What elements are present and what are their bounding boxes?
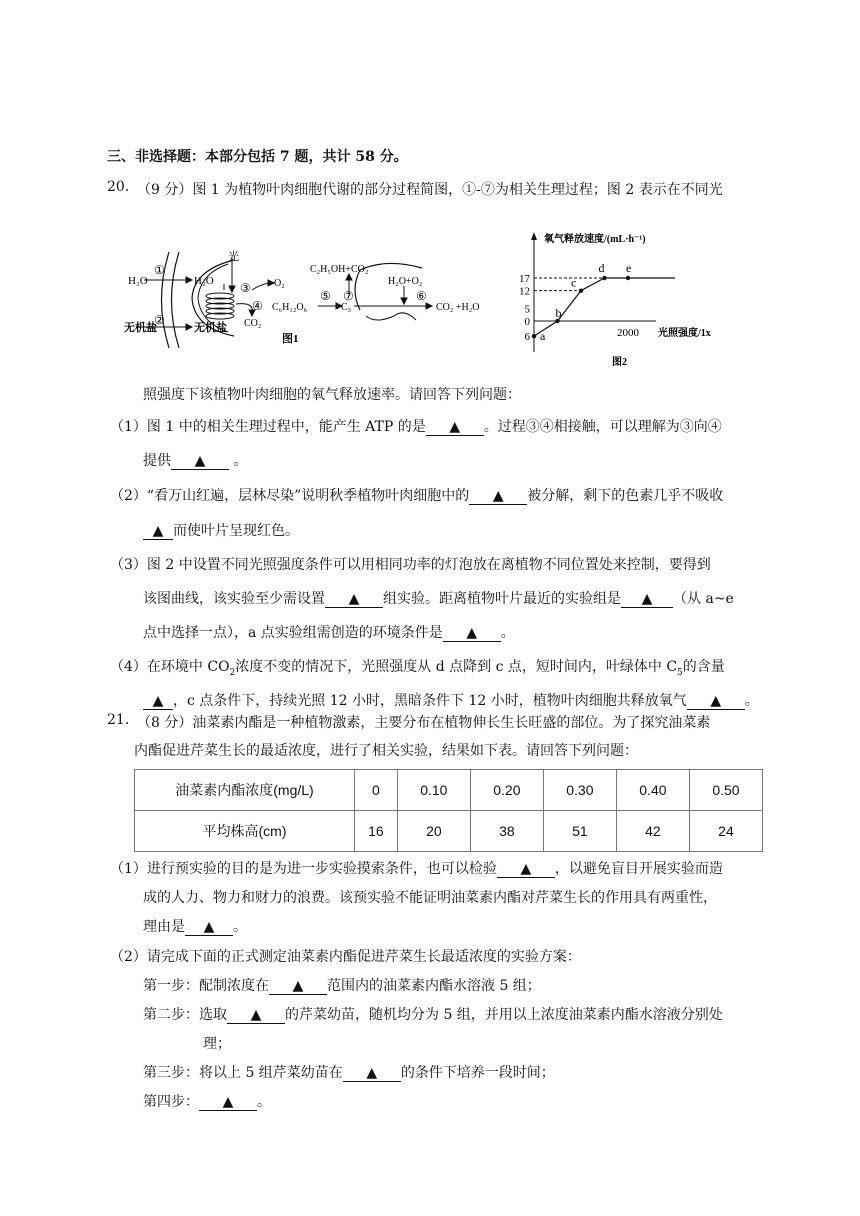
table-cell: 平均株高(cm) [135,811,355,852]
table-cell: 油菜素内酯浓度(mg/L) [135,770,355,811]
label-process-2: ② [154,313,165,327]
point-label-d: d [598,261,605,275]
answer-blank: ▲ [469,489,527,505]
q20-intro-line1: （9 分）图 1 为植物叶肉细胞代谢的部分过程简图，①-⑦为相关生理过程；图 2 表示在不同光 [137,182,723,198]
table-cell: 0.50 [689,770,762,811]
point-label-a: a [540,329,546,344]
figure-2-chart [508,228,758,373]
answer-blank: ▲ [443,626,501,642]
q20-sub3-line1: （3）图 2 中设置不同光照强度条件可以用相同功率的灯泡放在离植物不同位置处来控制，要得到 [110,557,711,573]
x-tick-label: 2000 [617,327,639,339]
y-tick-label: 5 [524,303,530,316]
q21-step3: 第三步：将以上 5 组芹菜幼苗在 ▲ 的条件下培养一段时间； [143,1065,555,1081]
table-cell: 0.30 [543,770,616,811]
answer-blank: ▲ [497,862,555,878]
table-cell: 20 [397,811,470,852]
label-c3: C₃ [341,302,352,313]
q21-sub1-line2: 成的人力、物力和财力的浪费。该预实验不能证明油菜素内酯对芹菜生长的作用具有两重性， [143,890,717,906]
q21-intro-line1: （8 分）油菜素内酯是一种植物激素，主要分布在植物伸长生长旺盛的部位。为了探究油菜素 [137,715,711,731]
q21-number: 21. [107,712,130,728]
q21-sub1-line1: （1）进行预实验的目的是为进一步实验摸索条件，也可以检验 ▲ ，以避免盲目开展实验而造 [110,861,723,877]
q20-sub2-line2: ▲ 而使叶片呈现红色。 [143,520,299,540]
label-salt-left: 无机盐 [124,322,157,334]
thylakoid-stack-icon [206,293,234,319]
q21-step4: 第四步： ▲ 。 [143,1094,271,1110]
x-axis-label: 光照强度/1x [658,328,711,339]
answer-blank: ▲ [687,694,745,710]
q20-sub2-line1: （2）“看万山红遍，层林尽染”说明秋季植物叶肉细胞中的 ▲ 被分解，剩下的色素几乎不吸收 [110,488,724,504]
data-table [134,769,763,852]
label-ethanol: C₂H₅OH+CO₂ [310,264,369,275]
data-point-c [579,288,583,292]
figure-1-diagram [124,250,494,350]
label-process-7: ⑦ [343,289,354,303]
section-heading: 三、非选择题：本部分包括 7 题，共计 58 分。 [107,149,408,165]
q21-step1: 第一步：配制浓度在 ▲ 范围内的油菜素内酯水溶液 5 组； [143,978,541,994]
answer-blank: ▲ [171,454,229,470]
answer-blank: ▲ [269,979,327,995]
mitochondrion-crista [366,313,416,320]
answer-blank: ▲ [227,1008,285,1024]
table-cell: 38 [470,811,543,852]
table-row [135,811,763,852]
answer-blank: ▲ [426,420,484,436]
y-axis-label: 氧气释放速度/(mL·h⁻¹) [544,234,646,245]
label-process-6: ⑥ [416,289,427,303]
table-cell: 0.40 [616,770,689,811]
answer-blank: ▲ [143,694,173,710]
answer-blank: ▲ [143,524,173,540]
answer-blank: ▲ [621,592,673,608]
y-tick-label: 17 [519,273,530,285]
label-o2: O₂ [274,278,285,289]
label-h2o-o2: H₂O+O₂ [388,276,423,287]
data-point-d [602,276,606,280]
y-axis-arrow-icon [531,232,537,240]
label-products: CO₂ +H₂O [436,302,480,313]
label-salt-inner: 无机盐 [194,322,227,334]
q20-sub4-line1: （4）在环境中 $CO_2$浓度不变的情况下，光照强度从 d 点降到 c 点，短时间内，叶绿体中 $C_5$的含量 [110,659,725,678]
y-tick-label: 12 [519,285,530,298]
q21-step2-line1: 第二步：选取 ▲ 的芹菜幼苗，随机均分为 5 组，并用以上浓度油菜素内酯水溶液分别处 [143,1007,723,1023]
y-tick-label: 6 [524,331,530,344]
data-point-a [532,334,536,338]
label-process-4: ④ [252,299,263,313]
table-row [135,770,763,811]
q20-sub1-line1: （1）图 1 中的相关生理过程中，能产生 ATP 的是 ▲ 。过程③④相接触，可以理解为③向④ [110,419,722,435]
point-label-c: c [571,275,577,290]
answer-blank: ▲ [343,1066,401,1082]
label-co2: CO₂ [244,318,262,329]
q21-intro-line2: 内酯促进芹菜生长的最适浓度，进行了相关实验，结果如下表。请回答下列问题： [134,743,638,759]
y-tick-label: 0 [524,316,530,328]
answer-blank: ▲ [199,1095,257,1111]
point-label-b: b [555,306,562,320]
cell-membrane-inner [172,252,180,348]
table-cell: 24 [689,811,762,852]
q20-sub4-line2: ▲ ，c 点条件下，持续光照 12 小时，黑暗条件下 12 小时，植物叶肉细胞共释放氧气 ▲ 。 [143,690,759,710]
q21-sub2-line1: （2）请完成下面的正式测定油菜素内酯促进芹菜生长最适浓度的实验方案： [110,949,581,965]
data-point-e [626,276,630,280]
answer-blank: ▲ [185,920,233,936]
answer-blank: ▲ [325,592,383,608]
q20-number: 20. [107,179,130,195]
label-process-5: ⑤ [320,289,331,303]
point-label-e: e [626,261,632,275]
q20-sub3-line3: 点中选择一点），a 点实验组需创造的环境条件是 ▲ 。 [143,625,515,641]
figure-1-caption: 图1 [282,333,299,345]
q20-intro-line2: 照强度下该植物叶肉细胞的氧气释放速率。请回答下列问题： [143,387,521,403]
label-process-3: ③ [240,281,251,295]
q20-sub3-line2: 该图曲线，该实验至少需设置 ▲ 组实验。距离植物叶片最近的实验组是 ▲ （从 a~e [143,591,734,607]
table-cell: 42 [616,811,689,852]
label-light: 光 [228,251,239,263]
label-process-1: ① [154,263,165,277]
label-h2o-left: H₂O [128,275,148,287]
q21-step2-line2: 理； [203,1036,231,1052]
figure-2-caption: 图2 [612,357,627,368]
table-cell: 0.20 [470,770,543,811]
label-h2o-inner: H₂O [194,275,214,287]
q21-sub1-line3: 理由是 ▲ 。 [143,919,247,935]
label-c6h12o6: C₆H₁₂O₆ [272,302,308,313]
q20-sub1-line2: 提供 ▲ 。 [143,453,248,469]
table-cell: 51 [543,811,616,852]
table-cell: 0.10 [397,770,470,811]
table-cell: 0 [355,770,398,811]
table-cell: 16 [355,811,398,852]
